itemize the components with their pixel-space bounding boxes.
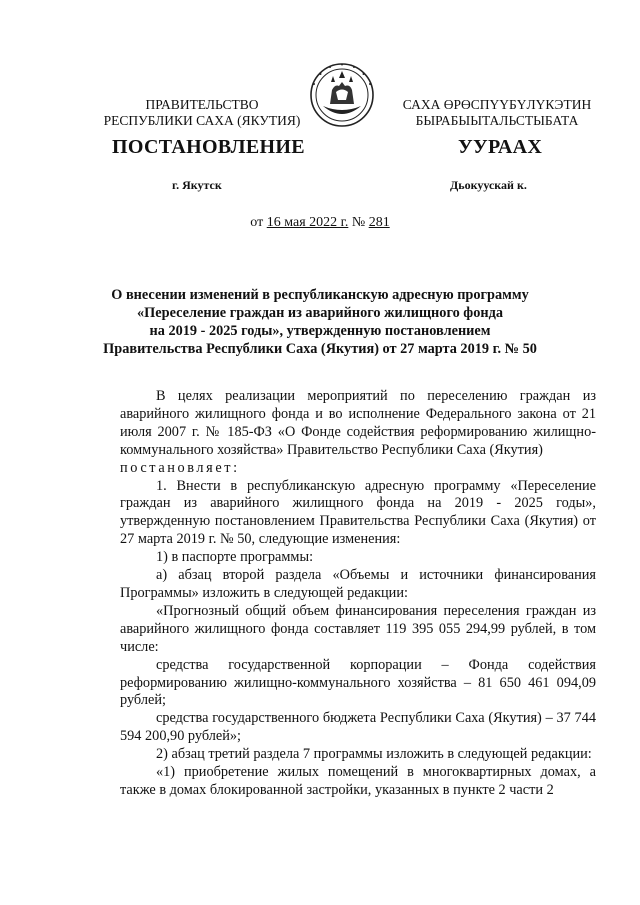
title-line-1: О внесении изменений в республиканскую адресную программу: [111, 287, 529, 303]
resolution-body: [120, 388, 596, 800]
date-prefix: от: [250, 215, 264, 230]
org-left-line2: РЕСПУБЛИКИ САХА (ЯКУТИЯ): [103, 113, 301, 128]
date-number-line: [0, 215, 640, 231]
government-name-yakut: [382, 97, 612, 129]
org-right-line1: САХА ӨРӨСПҮҮБҮЛҮКЭТИН: [402, 97, 592, 112]
government-name-russian: [92, 97, 312, 129]
resolution-title: [60, 286, 580, 358]
resolves-word: постановляет:: [120, 459, 240, 476]
org-right-line2: БЫРАБЫЫТАЛЬСТЫБАТА: [415, 113, 579, 128]
document-date: 16 мая 2022 г.: [266, 215, 349, 230]
number-sign: №: [351, 215, 366, 230]
quote-acquisition: «1) приобретение жилых помещений в многоквартирных домах, а также в домах блокированной застройки, указанных в пункте 2 части 2: [120, 764, 596, 798]
org-left-line1: ПРАВИТЕЛЬСТВО: [145, 97, 259, 112]
preamble-paragraph: В целях реализации мероприятий по переселению граждан из аварийного жилищного фонда и во исполнение Федерального закона от 21 июля 2007 г. № 185-ФЗ «О Фонде содействия реформированию жилищно-коммунального хозяйства» Правительство Республики Саха (Якутия): [120, 388, 596, 458]
title-line-3: на 2019 - 2025 годы», утвержденную постановлением: [149, 323, 491, 339]
quote-financing-total: «Прогнозный общий объем финансирования переселения граждан из аварийного жилищного фонда составляет 119 395 055 294,99 рублей, в том числе:: [120, 602, 596, 655]
document-number: 281: [368, 215, 390, 230]
clause-1-paragraph: 1. Внести в республиканскую адресную программу «Переселение граждан из аварийного жилищного фонда на 2019 - 2025 годы», утвержденную постановлением Правительства Республики Саха (Якутия) от 27 марта 2019 г. № 50, следующие изменения:: [120, 477, 596, 548]
quote-budget-share: средства государственного бюджета Республики Саха (Якутия) – 37 744 594 200,90 рублей»;: [120, 710, 596, 745]
quote-fund-share: средства государственной корпорации – Фонда содействия реформированию жилищно-коммунального хозяйства – 81 650 461 094,09 рублей;: [120, 656, 596, 709]
title-line-4: Правительства Республики Саха (Якутия) от 27 марта 2019 г. № 50: [103, 341, 537, 357]
title-line-2: «Переселение граждан из аварийного жилищного фонда: [137, 305, 503, 321]
subclause-2: 2) абзац третий раздела 7 программы изложить в следующей редакции:: [156, 746, 592, 763]
document-type-russian: ПОСТАНОВЛЕНИЕ: [112, 136, 305, 158]
subclause-passport: 1) в паспорте программы:: [156, 549, 314, 566]
subclause-a: а) абзац второй раздела «Объемы и источники финансирования Программы» изложить в следующей редакции:: [120, 567, 596, 601]
document-type-yakut: УУРААХ: [458, 136, 543, 158]
city-russian: г. Якутск: [172, 178, 222, 192]
city-yakut: Дьокуускай к.: [450, 178, 527, 192]
coat-of-arms-icon: [309, 62, 375, 128]
